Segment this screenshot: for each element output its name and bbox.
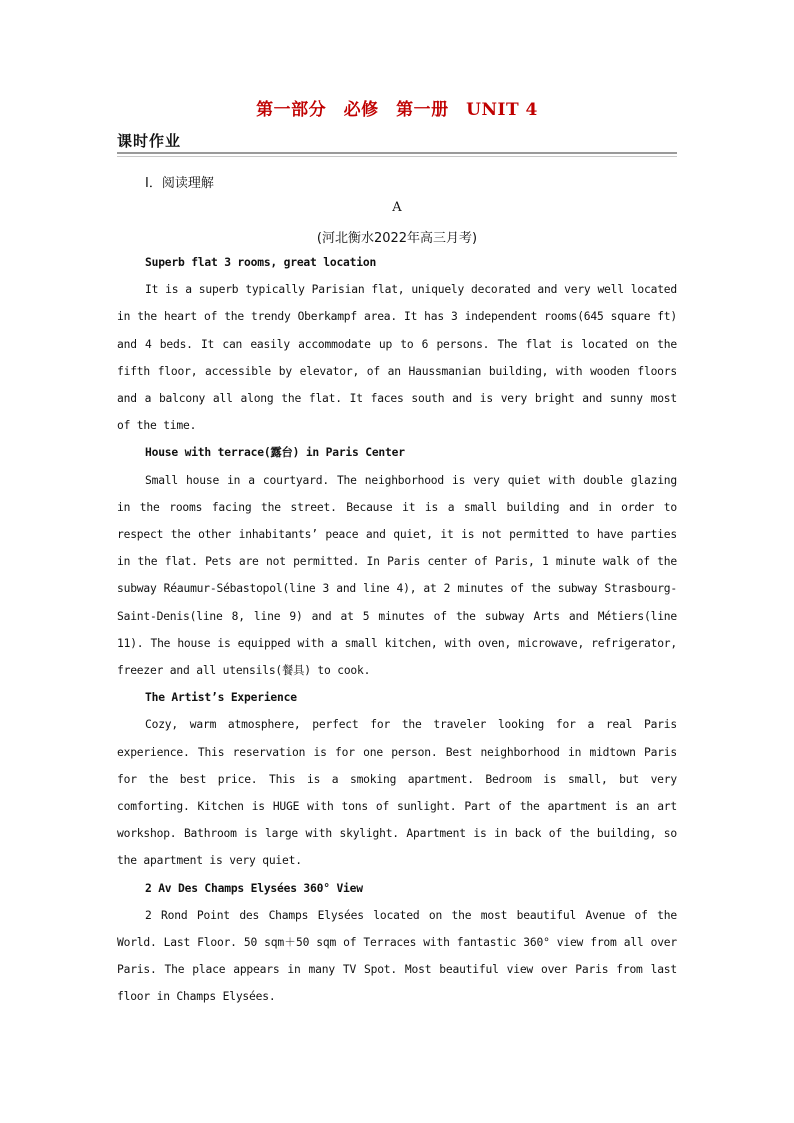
ad-title: House with terrace(露台) in Paris Center <box>145 446 405 460</box>
ad-body: It is a superb typically Parisian flat, uniquely decorated and very well located in the heart of the trendy Oberkampf area. It has 3 independent rooms(645 square ft) and 4 beds. It can easily accommodate up to 6 persons. The flat is located on the fifth floor, accessible by elevator, of an Haussmanian building, with wooden floors and a balcony all along the flat. It faces south and is very bright and sunny most of the time. <box>117 283 677 433</box>
ad-body: Cozy, warm atmosphere, perfect for the traveler looking for a real Paris experience. This reservation is for one person. Best neighborhood in midtown Paris for the best price. This is a smoking apartment. Bedroom is small, but very comforting. Kitchen is HUGE with tons of sunlight. Part of the apartment is an art workshop. Bathroom is large with skylight. Apartment is in back of the building, so the apartment is very quiet. <box>117 718 677 868</box>
section-label: 课时作业 <box>117 132 182 150</box>
passage-body <box>117 249 677 1011</box>
ad-title: 2 Av Des Champs Elysées 360° View <box>145 881 363 895</box>
part-label: Ⅰ．阅读理解 <box>145 176 214 191</box>
ad-body: Small house in a courtyard. The neighborhood is very quiet with double glazing in the rooms facing the street. Because it is a small building and in order to respect the other inhabitants’ peace and quiet, it is not permitted to have parties in the flat. Pets are not permitted. In Paris center of Paris, 1 minute walk of the subway Réaumur-Sébastopol(line 3 and line 4), at 2 minutes of the subway Strasbourg-Saint-Denis(line 8, line 9) and at 5 minutes of the subway Arts and Métiers(line 11). The house is equipped with a small kitchen, with oven, microwave, refrigerator, freezer and all utensils(餐具) to cook. <box>117 473 677 678</box>
ad-title: Superb flat 3 rooms, great location <box>145 256 377 269</box>
passage-source: (河北衡水2022年高三月考) <box>316 231 478 246</box>
ad-title: The Artist’s Experience <box>145 691 297 705</box>
header-divider <box>117 152 677 154</box>
passage-letter: A <box>392 200 402 215</box>
header-divider-thin <box>117 156 677 157</box>
ad-body: 2 Rond Point des Champs Elysées located on the most beautiful Avenue of the World. Last Floor. 50 sqm＋50 sqm of Terraces with fantastic 360° view from all over Paris. The place appears in many TV Spot. Most beautiful view over Paris from last floor in Champs Elysées. <box>117 908 677 1004</box>
page-title: 第一部分 必修 第一册 UNIT 4 <box>256 100 538 120</box>
